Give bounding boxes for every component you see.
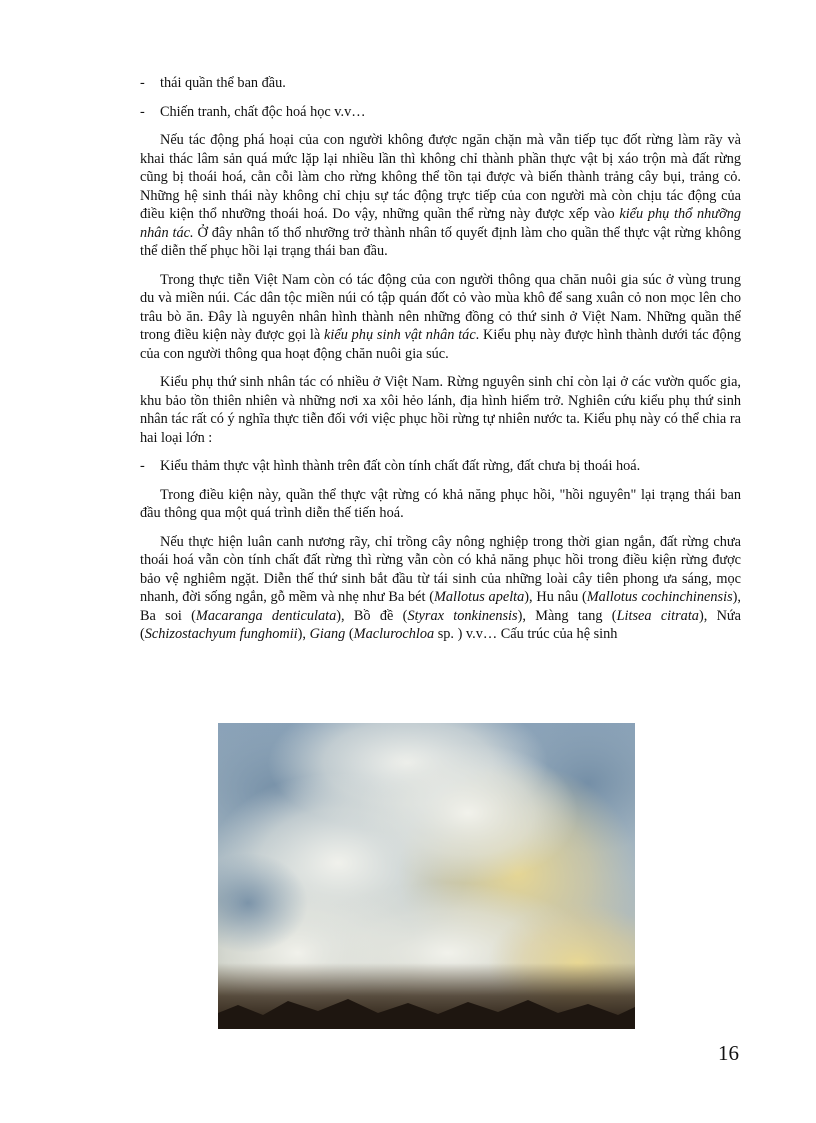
paragraph-text: ), Màng tang ( [517,607,617,624]
species-name: Mallotus apelta [433,589,525,605]
bullet-text: thái quần thể ban đầu. [160,75,286,91]
paragraph-text: ( [345,626,354,642]
bullet-dash: - [140,458,145,474]
species-name: Litsea citrata [616,607,699,624]
species-name: Macaranga denticulata [195,607,337,624]
paragraph: Trong điều kiện này, quần thể thực vật rừng có khả năng phục hồi, "hồi nguyên" lại trạng thái ban đầu thông qua một quá trình diễn thế tiến hoá. [140,486,741,521]
paragraph-text: Trong thực tiễn Việt Nam còn có tác động của con người thông qua chăn nuôi gia súc ở vùng trung du và miền núi. Các dân tộc miền núi có tập quán đốt cỏ vào mùa khô để sang xuân cỏ non mọc lên cho trâu bò ăn. Đây là nguyên nhân hình thành nên những đồng cỏ thứ sinh ở Việt Nam. Những quần thể trong điều kiện này được gọi là [140,271,741,343]
species-name: Maclurochloa [353,626,435,642]
bullet-item [140,103,741,122]
paragraph-text: Nếu thực hiện luân canh nương rãy, chỉ trồng cây nông nghiệp trong thời gian ngắn, đất rừng chưa thoái hoá vẫn còn tính chất đất rừng thì rừng vẫn còn có khả năng phục hồi trong điều kiện rừng được bảo vệ nghiêm ngặt. Diễn thế thứ sinh bắt đầu từ tái sinh của những loài cây tiên phong ưa sáng, mọc nhanh, đời sống ngắn, gỗ mềm và nhẹ như Ba bét ( [140,533,741,605]
paragraph: Kiểu phụ thứ sinh nhân tác có nhiều ở Việt Nam. Rừng nguyên sinh chỉ còn lại ở các vườn quốc gia, khu bảo tồn thiên nhiên và những nơi xa xôi hẻo lánh, địa hình hiểm trở. Nghiên cứu kiểu phụ thứ sinh nhân tác rất có ý nghĩa thực tiễn đối với việc phục hồi rừng tự nhiên nước ta. Kiểu phụ này có thể chia ra hai loại lớn : [140,374,741,446]
bullet-item [140,74,741,93]
species-name: Mallotus cochinchinensis [586,589,733,605]
body-text [140,74,741,644]
paragraph [140,271,741,364]
italic-term: kiểu phụ thổ nhưỡng nhân tác. [140,206,741,241]
paragraph-text: Nếu tác động phá hoại của con người không được ngăn chặn mà vẫn tiếp tục đốt rừng làm rãy và khai thác lâm sản quá mức lặp lại nhiều lần thì không chỉ thành phần thực vật bị xáo trộn mà đất rừng cũng bị thoái hoá, cằn cỗi làm cho rừng không thể tồn tại được và biến thành trảng cây bụi, trảng cỏ. Những hệ sinh thái này không chỉ chịu sự tác động trực tiếp của con người mà còn chịu tác động của điều kiện thổ nhưỡng thoái hoá. Do vậy, những quần thể rừng này được xếp vào [140,132,741,222]
paragraph-text: ), Hu nâu ( [524,589,587,605]
bullet-text: Chiến tranh, chất độc hoá học v.v… [160,103,366,120]
paragraph [140,533,741,644]
bullet-item [140,457,741,476]
paragraph-text: . Kiểu phụ này được hình thành dưới tác động của con người thông qua hoạt động chăn nuôi gia súc. [140,327,741,362]
paragraph-text: sp. ) v.v… Cấu trúc của hệ sinh [434,626,618,642]
bullet-dash: - [140,75,145,91]
paragraph-text: ), Bồ đề ( [336,607,408,624]
paragraph-text: Ở đây nhân tố thổ nhưỡng trở thành nhân tố quyết định làm cho quần thể thực vật rừng không thể diễn thế phục hồi lại trạng thái ban đầu. [140,224,741,259]
smoke-illustration [218,723,635,1029]
paragraph-text: ), Nứa ( [140,607,741,642]
smoke-cloud [358,743,578,883]
bullet-text: Kiểu thảm thực vật hình thành trên đất còn tính chất đất rừng, đất chưa bị thoái hoá. [160,458,641,474]
paragraph-text: ), Ba soi ( [140,589,741,624]
paragraph [140,131,741,261]
italic-term: kiểu phụ sinh vật nhân tác [324,327,476,343]
species-name: Giang [309,626,346,642]
species-name: Styrax tonkinensis [407,607,518,624]
page-number: 16 [718,1041,739,1065]
forest-fire-smoke-photo [218,723,635,1029]
bullet-dash: - [140,103,145,120]
species-name: Schizostachyum funghomii [144,626,298,642]
paragraph-text: ), [297,626,310,642]
